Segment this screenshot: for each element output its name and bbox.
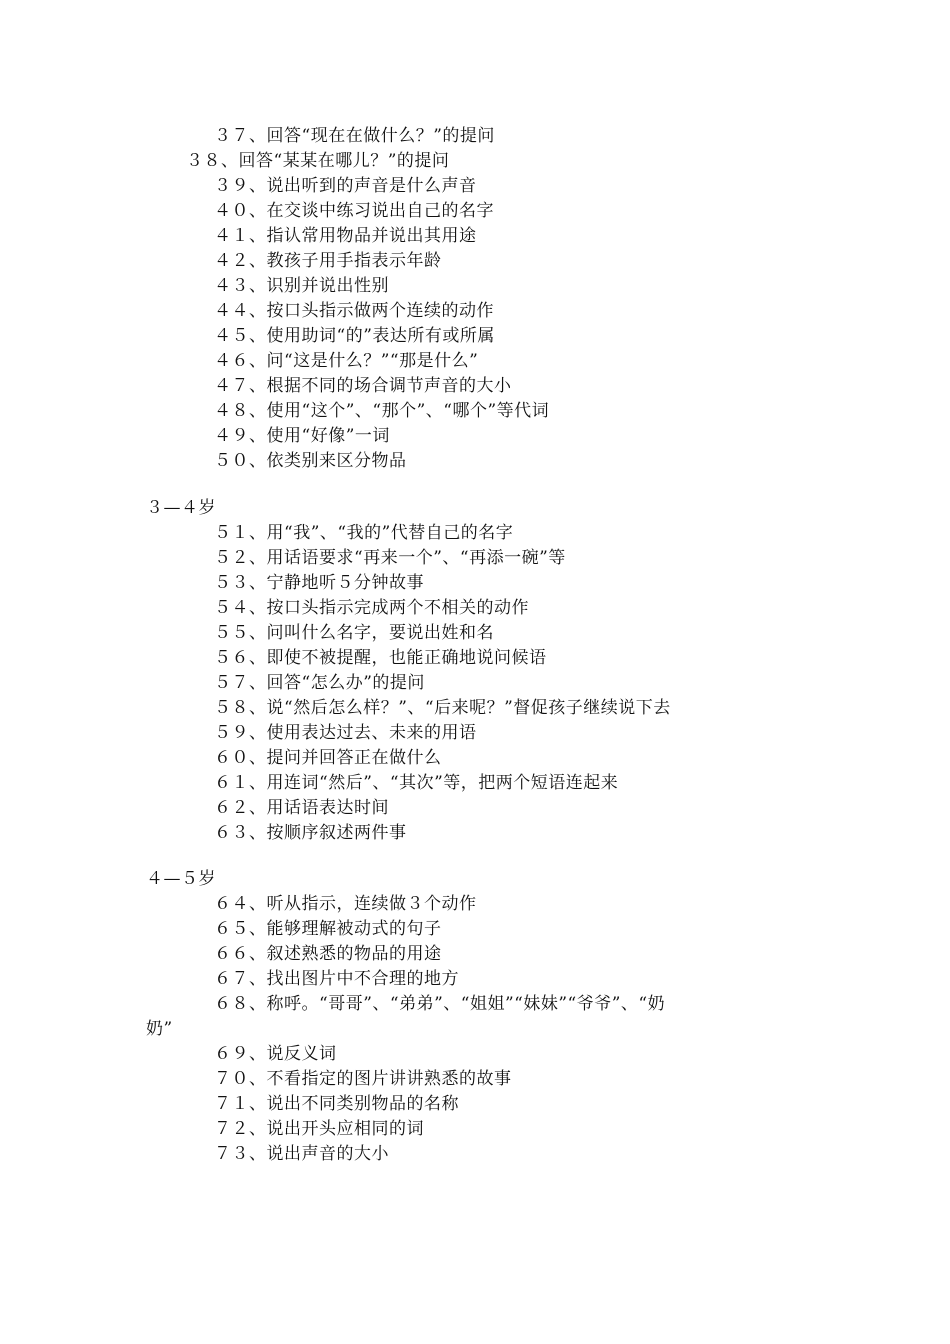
list-item: ４６、问“这是什么？”“那是什么” <box>214 351 479 371</box>
list-item: ５８、说“然后怎么样？”、“后来呢？”督促孩子继续说下去 <box>214 698 671 718</box>
list-item: ６８、称呼。“哥哥”、“弟弟”、“姐姐”“妹妹”“爷爷”、“奶 <box>214 994 666 1014</box>
list-item: ５７、回答“怎么办”的提问 <box>214 673 425 693</box>
list-item: ６４、听从指示，连续做３个动作 <box>214 894 477 914</box>
list-item: ６５、能够理解被动式的句子 <box>214 919 442 939</box>
list-item: ４２、教孩子用手指表示年龄 <box>214 251 442 271</box>
list-item: ６２、用话语表达时间 <box>214 798 389 818</box>
section-heading: ４—５岁 <box>146 869 216 889</box>
list-item: ７１、说出不同类别物品的名称 <box>214 1094 459 1114</box>
list-item: ４８、使用“这个”、“那个”、“哪个”等代词 <box>214 401 550 421</box>
list-item: ５４、按口头指示完成两个不相关的动作 <box>214 598 529 618</box>
list-item: ６７、找出图片中不合理的地方 <box>214 969 459 989</box>
list-item: ６０、提问并回答正在做什么 <box>214 748 442 768</box>
list-item: ３９、说出听到的声音是什么声音 <box>214 176 477 196</box>
list-item: ５５、问叫什么名字，要说出姓和名 <box>214 623 494 643</box>
list-item: ５１、用“我”、“我的”代替自己的名字 <box>214 523 514 543</box>
list-item: ４５、使用助词“的”表达所有或所属 <box>214 326 495 346</box>
list-item: ６９、说反义词 <box>214 1044 337 1064</box>
list-item: ４４、按口头指示做两个连续的动作 <box>214 301 494 321</box>
list-item: ６１、用连词“然后”、“其次”等，把两个短语连起来 <box>214 773 619 793</box>
list-item: ５３、宁静地听５分钟故事 <box>214 573 424 593</box>
list-item: ５９、使用表达过去、未来的用语 <box>214 723 477 743</box>
list-item: ４７、根据不同的场合调节声音的大小 <box>214 376 512 396</box>
list-item: ４９、使用“好像”一词 <box>214 426 390 446</box>
list-item: ６６、叙述熟悉的物品的用途 <box>214 944 442 964</box>
list-item-continuation: 奶” <box>146 1019 173 1039</box>
list-item: ７３、说出声音的大小 <box>214 1144 389 1164</box>
list-item: ４０、在交谈中练习说出自己的名字 <box>214 201 494 221</box>
list-item: ３７、回答“现在在做什么？”的提问 <box>214 126 495 146</box>
list-item: ６３、按顺序叙述两件事 <box>214 823 407 843</box>
list-item: ７０、不看指定的图片讲讲熟悉的故事 <box>214 1069 512 1089</box>
list-item: ４３、识别并说出性别 <box>214 276 389 296</box>
section-heading: ３—４岁 <box>146 498 216 518</box>
list-item: ４１、指认常用物品并说出其用途 <box>214 226 477 246</box>
list-item: ３８、回答“某某在哪儿？”的提问 <box>186 151 450 171</box>
list-item: ７２、说出开头应相同的词 <box>214 1119 424 1139</box>
list-item: ５６、即使不被提醒，也能正确地说问候语 <box>214 648 547 668</box>
list-item: ５０、依类别来区分物品 <box>214 451 407 471</box>
list-item: ５２、用话语要求“再来一个”、“再添一碗”等 <box>214 548 566 568</box>
